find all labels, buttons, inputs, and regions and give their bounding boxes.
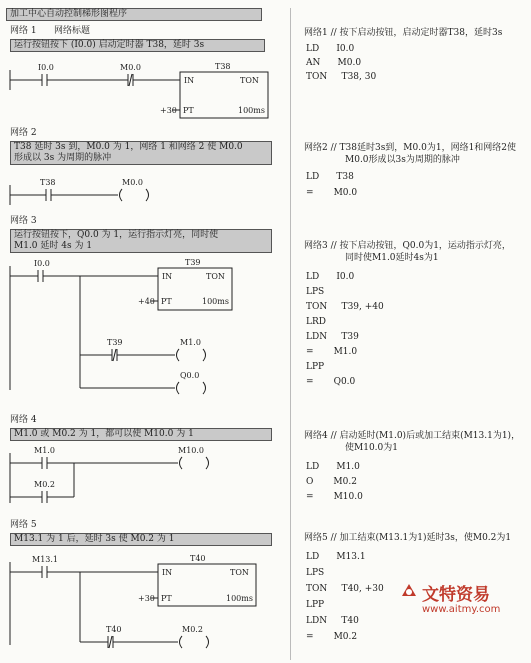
stl-5-line-4: LPP — [306, 600, 325, 610]
network-2-comment-line-2: 形成以 3s 为周期的脉冲 — [14, 153, 112, 163]
stl-2-comment-line-2: M0.0形成以3s为周期的脉冲 — [345, 155, 460, 165]
n5-timer-name: T40 — [190, 554, 206, 563]
stl-5-line-5: LDN T40 — [306, 616, 359, 626]
program-title: 加工中心自动控制梯形图程序 — [6, 8, 262, 21]
n5-timer-in: IN — [162, 568, 173, 577]
stl-3-comment-line-2: 同时使M1.0延时4s为1 — [345, 253, 439, 263]
n4-contact-m10: M1.0 — [34, 446, 55, 455]
stl-3-line-1: LD I0.0 — [306, 272, 355, 282]
stl-3-line-7: LPP — [306, 362, 325, 372]
n2-contact-t38: T38 — [40, 178, 56, 187]
n4-contact-m02: M0.2 — [34, 480, 55, 489]
watermark-url: www.aitmy.com — [422, 604, 501, 615]
n1-timer-in: IN — [184, 76, 195, 85]
n2-coil-m00: M0.0 — [122, 178, 143, 187]
stl-3-line-4: LRD — [306, 317, 326, 327]
network-5-comment: M13.1 为 1 后，延时 3s 使 M0.2 为 1 — [10, 533, 272, 546]
stl-1-line-2: AN M0.0 — [306, 58, 362, 68]
stl-3-line-5: LDN T39 — [306, 332, 359, 342]
network-1-title: 网络标题 — [54, 26, 91, 36]
stl-5-comment: 网络5 // 加工结束(M13.1为1)延时3s，使M0.2为1 — [304, 533, 512, 543]
n3-timer-pt: PT — [161, 297, 172, 306]
n3-coil-m10: M1.0 — [180, 338, 201, 347]
stl-1-comment: 网络1 // 按下启动按钮，启动定时器T38，延时3s — [304, 28, 503, 38]
n1-timer-pt-value: +30 — [160, 106, 177, 115]
stl-4-comment-line-2: 使M10.0为1 — [345, 443, 398, 453]
network-3-comment-line-2: M1.0 延时 4s 为 1 — [14, 241, 93, 251]
network-5-label: 网络 5 — [10, 520, 37, 530]
network-4-comment: M1.0 或 M0.2 为 1，都可以使 M10.0 为 1 — [10, 428, 272, 441]
n4-coil-m100: M10.0 — [178, 446, 205, 455]
stl-5-line-1: LD M13.1 — [306, 552, 366, 562]
network-1-comment: 运行按钮按下 (I0.0) 启动定时器 T38，延时 3s — [10, 39, 265, 52]
n5-timer-unit: 100ms — [226, 594, 253, 603]
n1-timer-name: T38 — [215, 62, 231, 71]
stl-5-line-6: = M0.2 — [306, 632, 358, 642]
stl-3-line-2: LPS — [306, 287, 325, 297]
n5-timer-pt-value: +30 — [138, 594, 155, 603]
stl-3-line-8: = Q0.0 — [306, 377, 356, 387]
stl-4-comment-line-1: 网络4 // 启动延时(M1.0)后或加工结束(M13.1为1)， — [304, 431, 521, 441]
network-2-comment-line-1: T38 延时 3s 到，M0.0 为 1，网络 1 和网络 2 使 M0.0 — [14, 142, 243, 152]
n5-contact-m131: M13.1 — [32, 555, 59, 564]
stl-2-line-2: = M0.0 — [306, 188, 358, 198]
n3-contact-i00: I0.0 — [34, 259, 50, 268]
stl-3-line-6: = M1.0 — [306, 347, 358, 357]
watermark-logo-icon — [400, 582, 418, 600]
stl-5-line-3: TON T40, +30 — [306, 584, 384, 594]
stl-3-comment-line-1: 网络3 // 按下启动按钮，Q0.0为1，运动指示灯亮， — [304, 241, 511, 251]
n5-contact-t40: T40 — [106, 625, 122, 634]
n5-timer-pt: PT — [161, 594, 172, 603]
n3-timer-unit: 100ms — [202, 297, 229, 306]
n1-timer-pt: PT — [183, 106, 194, 115]
stl-2-line-1: LD T38 — [306, 172, 354, 182]
network-3-comment-line-1: 运行按钮按下，Q0.0 为 1，运行指示灯亮，同时使 — [14, 230, 219, 240]
stl-2-comment-line-1: 网络2 // T38延时3s到，M0.0为1，网络1和网络2使 — [304, 143, 517, 153]
stl-4-line-3: = M10.0 — [306, 492, 363, 502]
n3-timer-name: T39 — [185, 258, 201, 267]
network-2-label: 网络 2 — [10, 128, 37, 138]
stl-1-line-3: TON T38, 30 — [306, 72, 377, 82]
network-3-label: 网络 3 — [10, 216, 37, 226]
n3-contact-t39: T39 — [107, 338, 123, 347]
n3-timer-in: IN — [162, 272, 173, 281]
watermark-name: 文特资易 — [422, 585, 490, 605]
n3-coil-q00: Q0.0 — [180, 371, 200, 380]
stl-4-line-2: O M0.2 — [306, 477, 357, 487]
stl-1-line-1: LD I0.0 — [306, 44, 355, 54]
n5-coil-m02: M0.2 — [182, 625, 203, 634]
network-1-label: 网络 1 — [10, 26, 37, 36]
n1-timer-type: TON — [240, 76, 259, 85]
stl-4-line-1: LD M1.0 — [306, 462, 360, 472]
n5-timer-type: TON — [230, 568, 249, 577]
stl-5-line-2: LPS — [306, 568, 325, 578]
stl-3-line-3: TON T39, +40 — [306, 302, 384, 312]
n3-timer-pt-value: +40 — [138, 297, 155, 306]
n1-contact-i00: I0.0 — [38, 63, 54, 72]
n1-contact-m00: M0.0 — [120, 63, 141, 72]
n3-timer-type: TON — [206, 272, 225, 281]
n1-timer-unit: 100ms — [238, 106, 265, 115]
network-4-label: 网络 4 — [10, 415, 37, 425]
